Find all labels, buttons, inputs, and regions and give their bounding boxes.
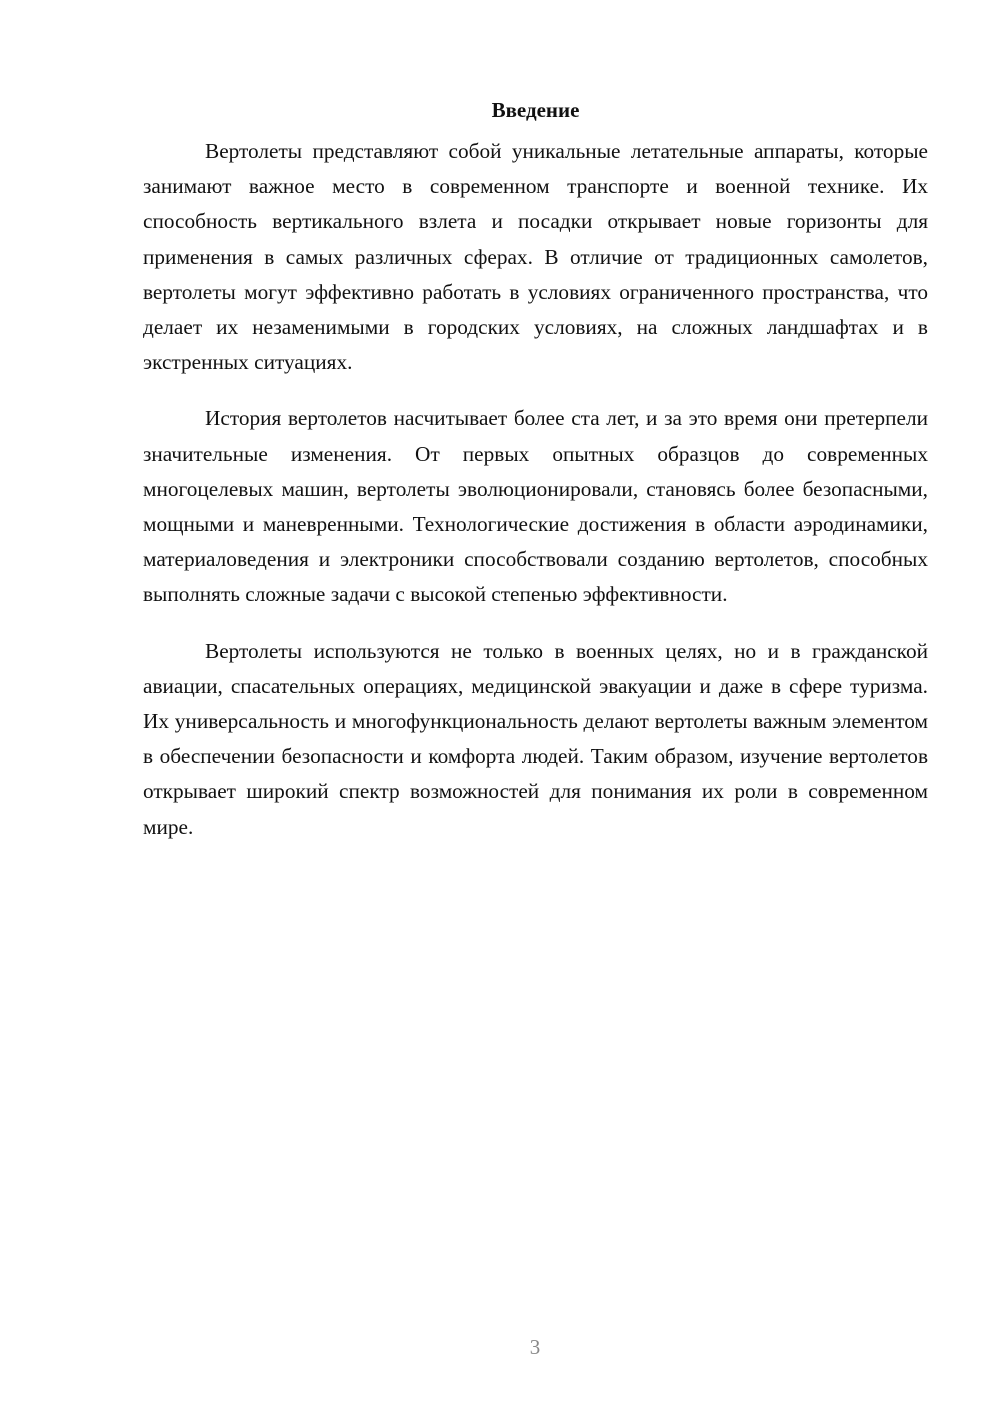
page-content — [143, 93, 928, 866]
page-number: 3 — [529, 1335, 541, 1359]
paragraph: Вертолеты представляют собой уникальные летательные аппараты, которые занимают важное место в современном транспорте и военной технике. Их способность вертикального взлета и посадки открывает новые горизонты для применения в самых различных сферах. В отличие от традиционных самолетов, вертолеты могут эффективно работать в условиях ограниченного пространства, что делает их незаменимыми в городских условиях, на сложных ландшафтах и в экстренных ситуациях. — [143, 139, 928, 375]
section-title: Введение — [491, 98, 580, 122]
paragraph: История вертолетов насчитывает более ста лет, и за это время они претерпели значительные изменения. От первых опытных образцов до современных многоцелевых машин, вертолеты эволюционировали, становясь более безопасными, мощными и маневренными. Технологические достижения в области аэродинамики, материаловедения и электроники способствовали созданию вертолетов, способных выполнять сложные задачи с высокой степенью эффективности. — [143, 406, 928, 607]
paragraph: Вертолеты используются не только в военных целях, но и в гражданской авиации, спасательных операциях, медицинской эвакуации и даже в сфере туризма. Их универсальность и многофункциональность делают вертолеты важным элементом в обеспечении безопасности и комфорта людей. Таким образом, изучение вертолетов открывает широкий спектр возможностей для понимания их роли в современном мире. — [143, 638, 928, 839]
